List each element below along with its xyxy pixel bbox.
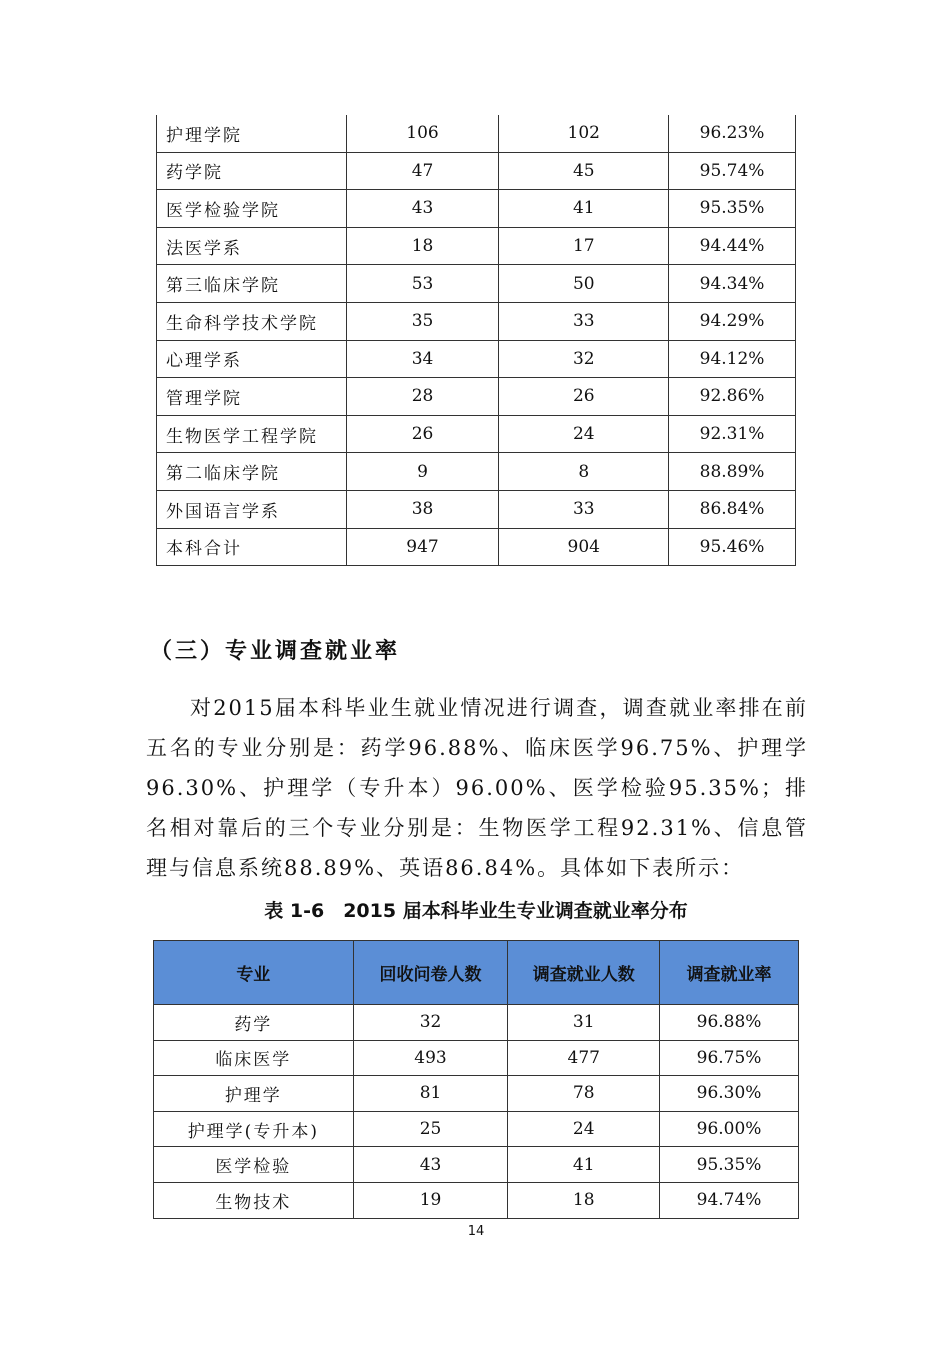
- employed-cell: 33: [499, 302, 669, 340]
- table-row: [157, 415, 796, 453]
- count-cell: 35: [346, 302, 499, 340]
- name-cell: 第三临床学院: [157, 265, 347, 303]
- name-cell: 护理学: [154, 1076, 354, 1112]
- table-row: [157, 115, 796, 152]
- page-number: 14: [467, 1224, 485, 1239]
- employed-cell: 102: [499, 115, 669, 152]
- count-cell: 493: [353, 1040, 508, 1076]
- table-header-row: [154, 941, 799, 1005]
- name-cell: 医学检验: [154, 1147, 354, 1183]
- table-row: [157, 190, 796, 228]
- employed-cell: 45: [499, 152, 669, 190]
- table-row: [157, 453, 796, 491]
- rate-cell: 94.29%: [669, 302, 796, 340]
- rate-cell: 95.35%: [660, 1147, 799, 1183]
- table-row: [154, 1182, 799, 1218]
- count-cell: 25: [353, 1111, 508, 1147]
- count-cell: 47: [346, 152, 499, 190]
- rate-cell: 86.84%: [669, 490, 796, 528]
- count-cell: 9: [346, 453, 499, 491]
- name-cell: 第二临床学院: [157, 453, 347, 491]
- table-row: [157, 152, 796, 190]
- rate-cell: 96.75%: [660, 1040, 799, 1076]
- name-cell: 生物医学工程学院: [157, 415, 347, 453]
- name-cell: 法医学系: [157, 227, 347, 265]
- table-caption: 表 1-6 2015 届本科毕业生专业调查就业率分布: [264, 900, 688, 922]
- table-row: [154, 1076, 799, 1112]
- table-row: [154, 1040, 799, 1076]
- name-cell: 生命科学技术学院: [157, 302, 347, 340]
- rate-cell: 94.44%: [669, 227, 796, 265]
- rate-cell: 92.86%: [669, 378, 796, 416]
- employed-cell: 41: [499, 190, 669, 228]
- rate-cell: 95.74%: [669, 152, 796, 190]
- count-cell: 106: [346, 115, 499, 152]
- name-cell: 生物技术: [154, 1182, 354, 1218]
- header-rate: 调查就业率: [660, 941, 799, 1005]
- employed-cell: 33: [499, 490, 669, 528]
- count-cell: 19: [353, 1182, 508, 1218]
- table-row: [157, 302, 796, 340]
- employed-cell: 18: [508, 1182, 660, 1218]
- employed-cell: 32: [499, 340, 669, 378]
- rate-cell: 94.34%: [669, 265, 796, 303]
- name-cell: 护理学院: [157, 115, 347, 152]
- rate-cell: 94.74%: [660, 1182, 799, 1218]
- employed-cell: 17: [499, 227, 669, 265]
- table-row: [157, 490, 796, 528]
- count-cell: 53: [346, 265, 499, 303]
- rate-cell: 96.88%: [660, 1005, 799, 1041]
- count-cell: 28: [346, 378, 499, 416]
- count-cell: 32: [353, 1005, 508, 1041]
- employed-cell: 24: [508, 1111, 660, 1147]
- count-cell: 43: [353, 1147, 508, 1183]
- employed-cell: 31: [508, 1005, 660, 1041]
- header-surveyed: 回收问卷人数: [353, 941, 508, 1005]
- count-cell: 18: [346, 227, 499, 265]
- name-cell: 管理学院: [157, 378, 347, 416]
- section-heading: （三）专业调查就业率: [150, 639, 401, 664]
- count-cell: 43: [346, 190, 499, 228]
- table-row: [154, 1005, 799, 1041]
- college-employment-table: [156, 115, 796, 566]
- table-row: [154, 1147, 799, 1183]
- rate-cell: 88.89%: [669, 453, 796, 491]
- table-row: [154, 1111, 799, 1147]
- employed-cell: 24: [499, 415, 669, 453]
- name-cell: 药学院: [157, 152, 347, 190]
- table-row: [157, 265, 796, 303]
- count-cell: 26: [346, 415, 499, 453]
- name-cell: 药学: [154, 1005, 354, 1041]
- employed-cell: 50: [499, 265, 669, 303]
- rate-cell: 92.31%: [669, 415, 796, 453]
- name-cell: 医学检验学院: [157, 190, 347, 228]
- name-cell: 心理学系: [157, 340, 347, 378]
- table-row: [157, 340, 796, 378]
- name-cell: 本科合计: [157, 528, 347, 566]
- count-cell: 81: [353, 1076, 508, 1112]
- employed-cell: 477: [508, 1040, 660, 1076]
- rate-cell: 95.35%: [669, 190, 796, 228]
- name-cell: 护理学(专升本): [154, 1111, 354, 1147]
- rate-cell: 96.00%: [660, 1111, 799, 1147]
- count-cell: 38: [346, 490, 499, 528]
- table-row: [157, 528, 796, 566]
- name-cell: 临床医学: [154, 1040, 354, 1076]
- header-major: 专业: [154, 941, 354, 1005]
- employed-cell: 26: [499, 378, 669, 416]
- rate-cell: 96.23%: [669, 115, 796, 152]
- employed-cell: 904: [499, 528, 669, 566]
- body-paragraph: 对2015届本科毕业生就业情况进行调查，调查就业率排在前五名的专业分别是：药学96.88%、临床医学96.75%、护理学96.30%、护理学（专升本）96.00%、医学检验95.35%；排名相对靠后的三个专业分别是：生物医学工程92.31%、信息管理与信息系统88.89%、英语86.84%。具体如下表所示：: [146, 696, 808, 880]
- table-row: [157, 378, 796, 416]
- header-employed: 调查就业人数: [508, 941, 660, 1005]
- count-cell: 947: [346, 528, 499, 566]
- rate-cell: 95.46%: [669, 528, 796, 566]
- rate-cell: 96.30%: [660, 1076, 799, 1112]
- rate-cell: 94.12%: [669, 340, 796, 378]
- employed-cell: 41: [508, 1147, 660, 1183]
- table-row: [157, 227, 796, 265]
- employed-cell: 8: [499, 453, 669, 491]
- name-cell: 外国语言学系: [157, 490, 347, 528]
- employed-cell: 78: [508, 1076, 660, 1112]
- major-employment-table: [153, 940, 799, 1219]
- count-cell: 34: [346, 340, 499, 378]
